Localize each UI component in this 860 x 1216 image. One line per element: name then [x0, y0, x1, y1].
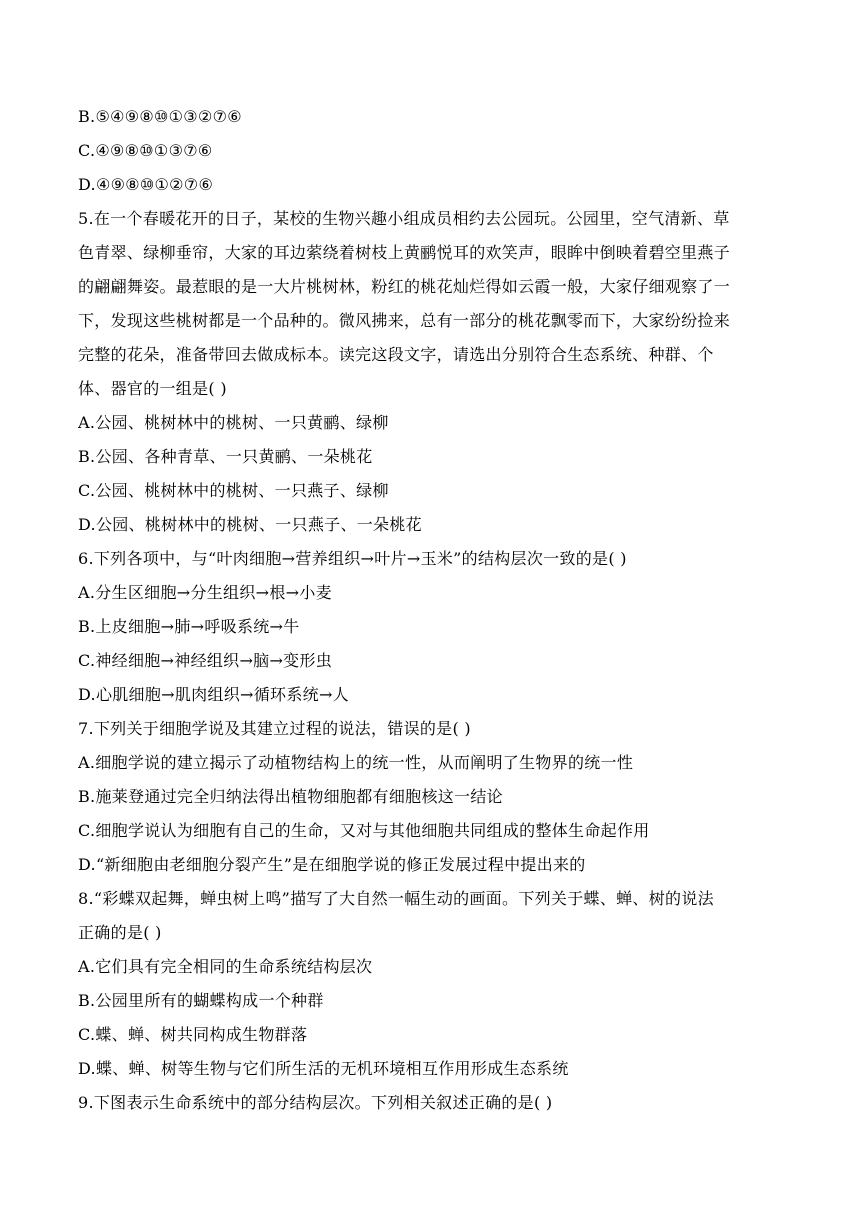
q4-option-c: C.④⑨⑧⑩①③⑦⑥	[78, 141, 213, 160]
q8-option-b: B.公园里所有的蝴蝶构成一个种群	[78, 991, 324, 1010]
q7-option-c: C.细胞学说认为细胞有自己的生命，又对与其他细胞共同组成的整体生命起作用	[78, 821, 650, 840]
q8-option-a: A.它们具有完全相同的生命系统结构层次	[78, 957, 373, 976]
question-9	[78, 1086, 782, 1120]
q6-option-d: D.心肌细胞→肌肉组织→循环系统→人	[78, 685, 349, 704]
question-7	[78, 712, 782, 882]
q5-stem-line: 5.在一个春暖花开的日子，某校的生物兴趣小组成员相约去公园玩。公园里，空气清新、草	[78, 209, 730, 228]
question-6	[78, 542, 782, 712]
q5-stem-line: 体、器官的一组是( )	[78, 379, 227, 398]
question-5	[78, 202, 782, 542]
q8-stem-line: 正确的是( )	[78, 923, 162, 942]
q6-option-c: C.神经细胞→神经组织→脑→变形虫	[78, 651, 333, 670]
q4-option-d: D.④⑨⑧⑩①②⑦⑥	[78, 175, 214, 194]
q7-option-b: B.施莱登通过完全归纳法得出植物细胞都有细胞核这一结论	[78, 787, 503, 806]
q9-stem: 9.下图表示生命系统中的部分结构层次。下列相关叙述正确的是( )	[78, 1093, 553, 1112]
q4-option-b: B.⑤④⑨⑧⑩①③②⑦⑥	[78, 107, 242, 126]
q5-option-a: A.公园、桃树林中的桃树、一只黄鹂、绿柳	[78, 413, 389, 432]
q7-option-d: D.“新细胞由老细胞分裂产生”是在细胞学说的修正发展过程中提出来的	[78, 855, 586, 874]
q8-option-d: D.蝶、蝉、树等生物与它们所生活的无机环境相互作用形成生态系统	[78, 1059, 569, 1078]
q6-option-a: A.分生区细胞→分生组织→根→小麦	[78, 583, 332, 602]
q5-option-d: D.公园、桃树林中的桃树、一只燕子、一朵桃花	[78, 515, 422, 534]
q8-stem-line: 8.“彩蝶双起舞，蝉虫树上鸣”描写了大自然一幅生动的画面。下列关于蝶、蝉、树的说法	[78, 889, 714, 908]
q5-stem-line: 的翩翩舞姿。最惹眼的是一大片桃树林，粉红的桃花灿烂得如云霞一般，大家仔细观察了一	[78, 277, 731, 296]
q6-stem: 6.下列各项中，与“叶肉细胞→营养组织→叶片→玉米”的结构层次一致的是( )	[78, 549, 627, 568]
exam-page	[78, 100, 782, 1120]
q4-options-tail	[78, 100, 782, 202]
q7-option-a: A.细胞学说的建立揭示了动植物结构上的统一性，从而阐明了生物界的统一性	[78, 753, 634, 772]
question-8	[78, 882, 782, 1086]
q5-stem-line: 完整的花朵，准备带回去做成标本。读完这段文字，请选出分别符合生态系统、种群、个	[78, 345, 714, 364]
q5-stem-line: 色青翠、绿柳垂帘，大家的耳边萦绕着树枝上黄鹂悦耳的欢笑声，眼眸中倒映着碧空里燕子	[78, 243, 731, 262]
q6-option-b: B.上皮细胞→肺→呼吸系统→牛	[78, 617, 300, 636]
q5-stem-line: 下，发现这些桃树都是一个品种的。微风拂来，总有一部分的桃花飘零而下，大家纷纷捡来	[78, 311, 731, 330]
q8-option-c: C.蝶、蝉、树共同构成生物群落	[78, 1025, 308, 1044]
q7-stem: 7.下列关于细胞学说及其建立过程的说法，错误的是( )	[78, 719, 471, 738]
q5-option-c: C.公园、桃树林中的桃树、一只燕子、绿柳	[78, 481, 389, 500]
q5-option-b: B.公园、各种青草、一只黄鹂、一朵桃花	[78, 447, 373, 466]
